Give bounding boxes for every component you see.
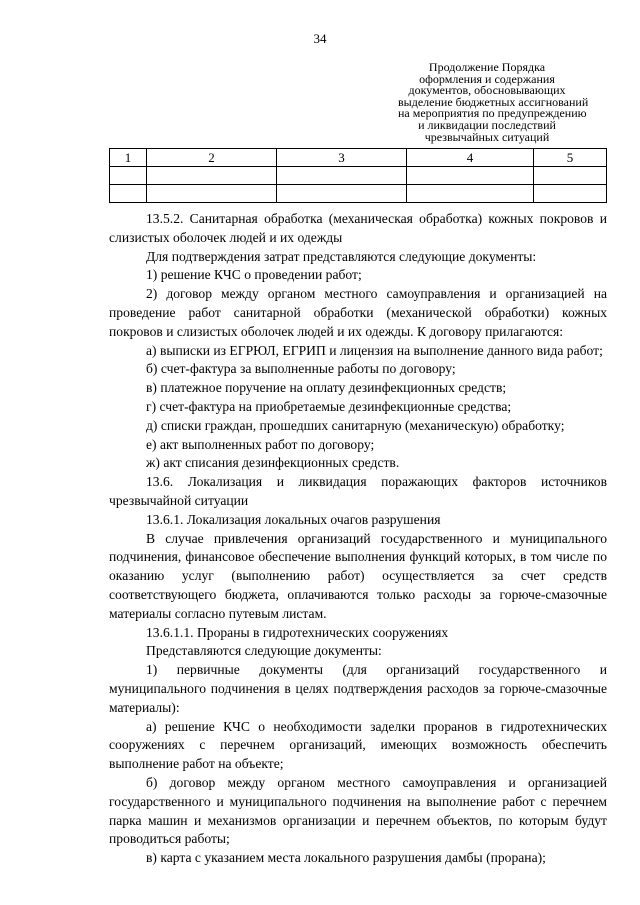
table-header-cell: 5: [534, 149, 607, 167]
document-header-note: [398, 60, 589, 144]
table-cell: [407, 185, 534, 203]
header-note-line: на мероприятия по предупреждению: [398, 106, 587, 121]
list-item: в) платежное поручение на оплату дезинфекционных средств;: [146, 380, 507, 396]
table-cell: [147, 185, 277, 203]
paragraph: Представляются следующие документы:: [146, 643, 382, 659]
column-table: [109, 148, 607, 203]
table-cell: [110, 167, 147, 185]
paragraph: Для подтверждения затрат представляются следующие документы:: [146, 248, 537, 264]
header-note-line: и ликвидации последствий: [418, 117, 556, 132]
list-item: а) выписки из ЕГРЮЛ, ЕГРИП и лицензия на выполнение данного вида работ;: [146, 342, 603, 358]
section-heading: 13.5.2. Санитарная обработка (механическая обработка) кожных покровов и слизистых оболочек людей и их одежды: [109, 211, 607, 245]
table-header-cell: 2: [147, 149, 277, 167]
table-header-cell: 4: [407, 149, 534, 167]
list-item: а) решение КЧС о необходимости заделки проранов в гидротехнических сооружениях с перечнем организаций, имеющих возможность обеспечить выполнение работ на объекте;: [109, 718, 607, 772]
section-heading: 13.6. Локализация и ликвидация поражающих факторов источников чрезвычайной ситуации: [109, 474, 607, 508]
page-number: 34: [313, 31, 327, 46]
list-item: б) договор между органом местного самоуправления и организацией государственного и муниципального подчинения на выполнение работ с перечнем парка машин и механизмов организации и перечнем объектов, по которым будут проводиться работы;: [109, 774, 607, 847]
list-item: е) акт выполненных работ по договору;: [146, 436, 375, 452]
header-note-line: чрезвычайных ситуаций: [424, 129, 550, 144]
table-row: [110, 185, 607, 203]
list-item: 2) договор между органом местного самоуправления и организацией на проведение работ санитарной обработки (механической обработки) кожных покровов и слизистых оболочек людей и их одежды. К договору прилагаются:: [109, 286, 607, 339]
table-cell: [534, 185, 607, 203]
header-note-line: Продолжение Порядка: [428, 60, 546, 74]
list-item: д) списки граждан, прошедших санитарную (механическую) обработку;: [146, 417, 565, 433]
list-item: ж) акт списания дезинфекционных средств.: [146, 455, 400, 471]
list-item: б) счет-фактура за выполненные работы по договору;: [146, 361, 456, 377]
table-cell: [277, 167, 407, 185]
list-item: 1) решение КЧС о проведении работ;: [146, 267, 362, 283]
list-item: 1) первичные документы (для организаций государственного и муниципального подчинения в целях подтверждения расходов за горюче-смазочные материалы):: [109, 662, 607, 715]
document-body: [109, 210, 607, 868]
table-header-row: [110, 149, 607, 167]
table-header-cell: 3: [277, 149, 407, 167]
table-cell: [277, 185, 407, 203]
list-item: г) счет-фактура на приобретаемые дезинфекционные средства;: [146, 398, 512, 414]
header-note-line: оформления и содержания: [419, 71, 555, 86]
list-item: в) карта с указанием места локального разрушения дамбы (прорана);: [146, 850, 546, 866]
header-note-line: документов, обосновывающих: [408, 83, 566, 98]
table-cell: [407, 167, 534, 185]
table-cell: [147, 167, 277, 185]
paragraph: В случае привлечения организаций государственного и муниципального подчинения, финансовое обеспечение выполнения функций которых, в том числе по оказанию услуг (выполнению работ) осуществляется за счет средств соответствующего бюджета, оплачиваются только расходы за горюче-смазочные материалы согласно путевым листам.: [109, 530, 607, 621]
table-row: [110, 167, 607, 185]
header-note-line: выделение бюджетных ассигнований: [398, 94, 589, 109]
section-heading: 13.6.1. Локализация локальных очагов разрушения: [146, 511, 441, 527]
table-cell: [110, 185, 147, 203]
table-cell: [534, 167, 607, 185]
section-heading: 13.6.1.1. Прораны в гидротехнических сооружениях: [146, 624, 449, 640]
table-header-cell: 1: [110, 149, 147, 167]
